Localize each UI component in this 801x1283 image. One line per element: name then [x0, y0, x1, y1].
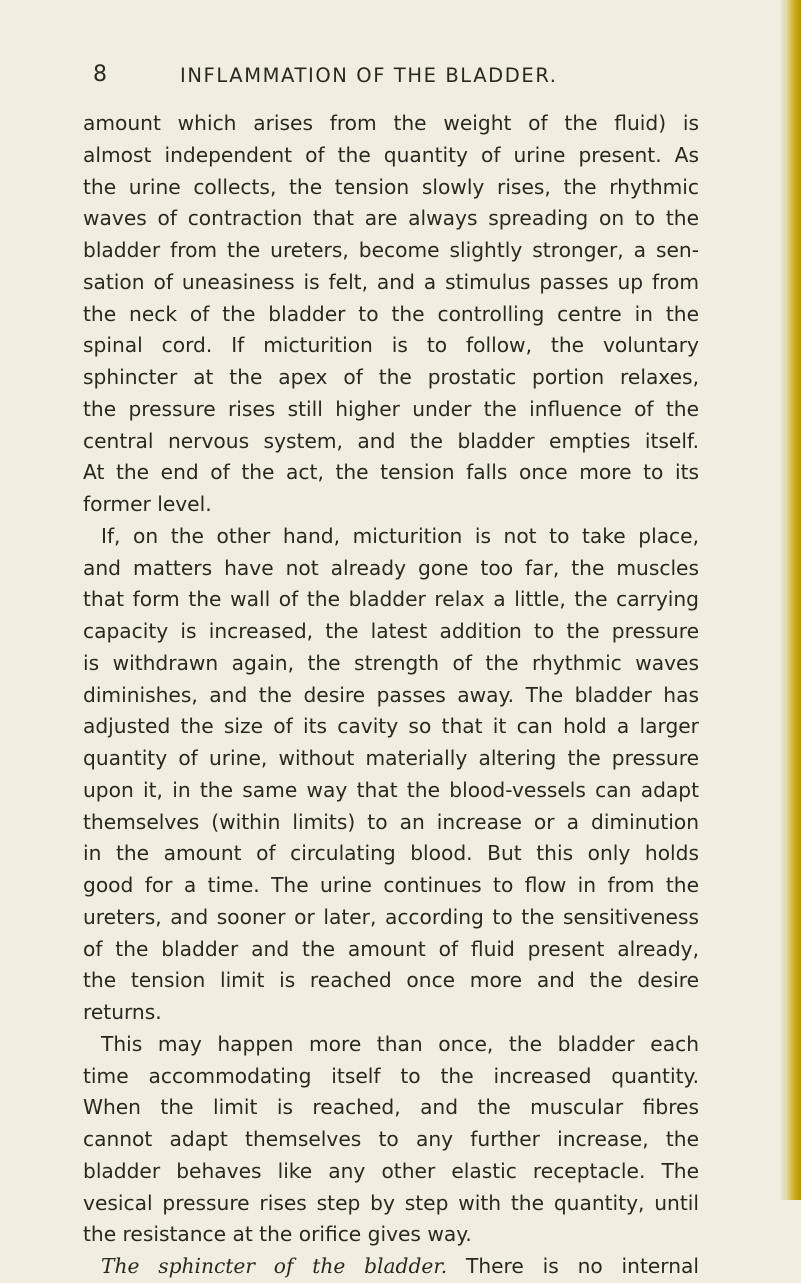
text-line: themselves (within limits) to an increase or a diminution [83, 809, 699, 834]
text-line: the neck of the bladder to the controlling centre in the [83, 301, 699, 326]
page-gilt-edge [785, 0, 801, 1200]
text-line: vesical pressure rises step by step with the quantity, until [83, 1190, 699, 1215]
text-line: At the end of the act, the tension falls once more to its [83, 460, 699, 485]
text-line: sation of uneasiness is felt, and a stimulus passes up from [83, 269, 699, 294]
line-continuation: There is no internal [466, 1254, 699, 1278]
text-line: bladder from the ureters, become slightly stronger, a sen- [83, 238, 699, 262]
text-line: former level. [83, 492, 212, 516]
text-line: almost independent of the quantity of urine present. As [83, 142, 699, 167]
text-line: sphincter at the apex of the prostatic portion relaxes, [83, 365, 699, 389]
text-line: quantity of urine, without materially altering the pressure [83, 746, 699, 770]
text-line: in the amount of circulating blood. But this only holds [83, 841, 699, 866]
text-line: time accommodating itself to the increased quantity. [83, 1063, 699, 1088]
text-line: spinal cord. If micturition is to follow, the voluntary [83, 333, 699, 358]
text-line: the urine collects, the tension slowly rises, the rhythmic [83, 174, 699, 199]
text-line: If, on the other hand, micturition is not to take place, [101, 523, 699, 548]
text-line: cannot adapt themselves to any further increase, the [83, 1127, 699, 1151]
text-line: of the bladder and the amount of fluid present already, [83, 936, 699, 961]
text-line: amount which arises from the weight of the fluid) is [83, 111, 699, 135]
text-line: central nervous system, and the bladder empties itself. [83, 428, 699, 453]
running-header [93, 62, 703, 88]
running-title: INFLAMMATION OF THE BLADDER. [180, 64, 558, 87]
text-line: the resistance at the orifice gives way. [83, 1222, 472, 1247]
text-line: the pressure rises still higher under the influence of the [83, 396, 699, 421]
text-line [83, 1251, 699, 1283]
text-line: returns. [83, 1000, 162, 1024]
body-text [83, 108, 699, 1283]
text-line: is withdrawn again, the strength of the rhythmic waves [83, 650, 699, 675]
text-line: bladder behaves like any other elastic receptacle. The [83, 1158, 699, 1183]
text-line: and matters have not already gone too far, the muscles [83, 555, 699, 580]
text-line: diminishes, and the desire passes away. The bladder has [83, 682, 699, 707]
section-heading-italic: The sphincter of the bladder. [101, 1254, 448, 1278]
text-line: upon it, in the same way that the blood-vessels can adapt [83, 777, 699, 802]
text-line: that form the wall of the bladder relax a little, the carrying [83, 587, 699, 612]
text-line: the tension limit is reached once more and the desire [83, 968, 699, 993]
text-line: adjusted the size of its cavity so that it can hold a larger [83, 714, 699, 739]
text-line: When the limit is reached, and the muscular fibres [83, 1095, 699, 1120]
text-line: waves of contraction that are always spreading on to the [83, 206, 699, 231]
page-number: 8 [93, 62, 107, 87]
text-line: good for a time. The urine continues to flow in from the [83, 873, 699, 897]
text-line: capacity is increased, the latest addition to the pressure [83, 619, 699, 643]
text-line: ureters, and sooner or later, according to the sensitiveness [83, 904, 699, 929]
text-line: This may happen more than once, the bladder each [101, 1031, 699, 1056]
